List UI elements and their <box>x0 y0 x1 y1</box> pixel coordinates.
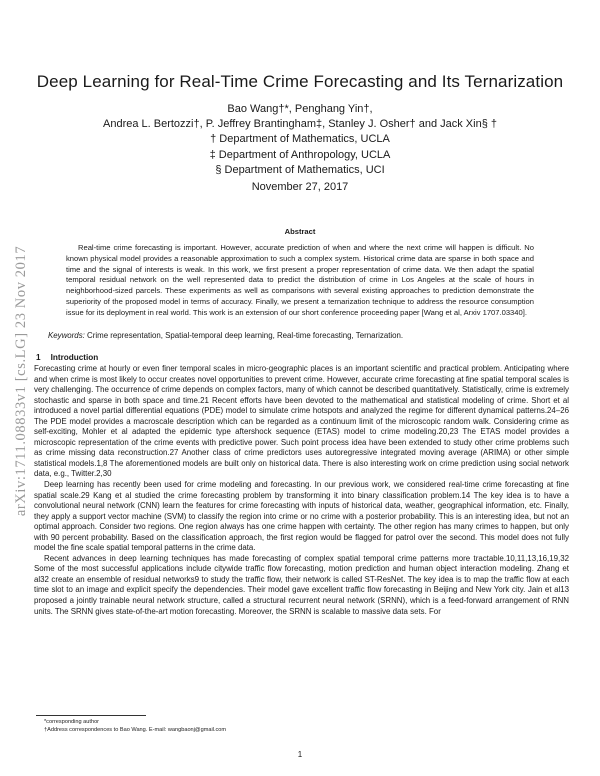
author-block <box>30 102 570 178</box>
affiliation-line: ‡ Department of Anthropology, UCLA <box>209 148 391 161</box>
arxiv-stamp: arXiv:1711.08833v1 [cs.LG] 23 Nov 2017 <box>13 245 29 517</box>
author-line: Andrea L. Bertozzi†, P. Jeffrey Brantingham‡, Stanley J. Osher† and Jack Xin§ † <box>103 118 497 131</box>
section-heading <box>36 353 108 362</box>
affiliation-line: § Department of Mathematics, UCI <box>215 163 385 176</box>
abstract-heading: Abstract <box>284 227 316 236</box>
keywords-text: Crime representation, Spatial-temporal deep learning, Real-time forecasting, Ternarization. <box>87 331 404 340</box>
abstract-text: Real-time crime forecasting is important. However, accurate prediction of when and where the next crime will happen is difficult. No known physical model provides a reasonable approximation to such a complex system. Historical crime data are sparse in both space and time and the signal of interests is weak. In this work, we first present a proper representation of crime data. We then adapt the spatial temporal residual network on the well represented data to predict the distribution of crime in Los Angeles at the scale of hours in neighborhood-sized parcels. These experiments as well as comparisons with several existing approaches to prediction demonstrate the superiority of the proposed model in terms of accuracy. Finally, we present a ternarization technique to address the resource consumption issue for its deployment in real world. This work is an extension of our short conference proceeding paper [Wang et al, Arxiv 1707.03340]. <box>66 243 534 317</box>
keywords-label: Keywords: <box>48 331 85 340</box>
publication-date: November 27, 2017 <box>251 181 349 193</box>
section-number: 1 <box>36 353 41 362</box>
author-line: Bao Wang†*, Penghang Yin†, <box>227 103 373 115</box>
paper-title: Deep Learning for Real-Time Crime Forecasting and Its Ternarization <box>36 72 564 91</box>
keywords-line <box>48 331 568 340</box>
footnote: †Address correspondences to Bao Wang. E-mail: wangbaonj@gmail.com <box>44 727 227 734</box>
footnotes <box>44 718 226 735</box>
footnote-rule <box>36 715 146 716</box>
page-number: 1 <box>297 750 303 759</box>
section-title: Introduction <box>50 353 99 362</box>
body-paragraph: Recent advances in deep learning techniques has made forecasting of complex spatial temporal crime patterns more tractable.10,11,13,16,19,32 Some of the most successful applications include citywide traffic flow forecasting, motion prediction and human object interaction modeling. Zhang et al32 create an ensemble of residual networks9 to study the traffic flow, their network is called ST-ResNet. The key idea is to map the traffic flow at each time slot to an image and explicit specify the dependencies. Their model gave excellent traffic flow forecasting in Beijing and New York city. Jain et al13 proposed a jointly trainable neural network structure, called a structural recurrent neural network (SRNN), which is a feed-forward arrangement of RNN units. The SRNN gives state-of-the-art motion forecasting. Moreover, the SRNN is scalable to massive data sets. For <box>34 553 569 616</box>
body-text <box>34 364 569 617</box>
affiliation-line: † Department of Mathematics, UCLA <box>210 133 390 146</box>
body-paragraph: Forecasting crime at hourly or even finer temporal scales in micro-geographic places is an important scientific and practical problem. Anticipating where and when crime is most likely to occur creates novel opportunities to prevent crime. However, accurate crime forecasting at fine spatial temporal scales is very challenging. The occurrence of crime depends on complex factors, many of which cannot be described quantitatively. Statistically, crime is extremely stochastic and sparse in both space and time.21 Recent efforts have been devoted to the mathematical and statistical modeling of crime. Short et al introduced a novel partial differential equations (PDE) model to simulate crime hotspots and analyzed the regime for different dynamical patterns.24–26 The PDE model provides a macroscale description which can be regarded as a continuum limit of the microscopic random walk. Considering crime as self-exciting, Mohler et al adapted the epidemic type aftershock sequence (ETAS) model to crime modeling.20,23 The ETAS model provides a microscopic representation of the crime events with predictive power. Such point process idea have been extended to study other crime problems such as crime missing data reconstruction.27 Another class of crime predictors uses autoregressive integrated moving average (ARIMA) or other simple statistical models.1,8 The aforementioned models are built only on historical data. There is also interesting work on crime prediction using social network data, e.g., Twitter.2,30 <box>34 364 569 479</box>
body-paragraph: Deep learning has recently been used for crime modeling and forecasting. In our previous work, we considered real-time crime forecasting at fine spatial scale.29 Kang et al studied the crime forecasting problem by transforming it into binary classification problem.14 The key idea is to have a convolutional neural network (CNN) learn the features for crime forecasting with inputs of historical data, weather, geographical information, etc. Finally, they apply a support vector machine (SVM) to classify the region into crime or no crime with a posterior probability. This is an interesting idea, but not an optimal approach. Consider two regions. One region always has one crime happen with certainty. The other region has many crimes to happen, but only with 90 percent probability. Based on the classification approach, the first region would be flagged for patrol over the second. This model does not fully model the fine scale spatial temporal patterns in the crime data. <box>34 480 569 553</box>
footnote: *corresponding author <box>44 719 100 725</box>
